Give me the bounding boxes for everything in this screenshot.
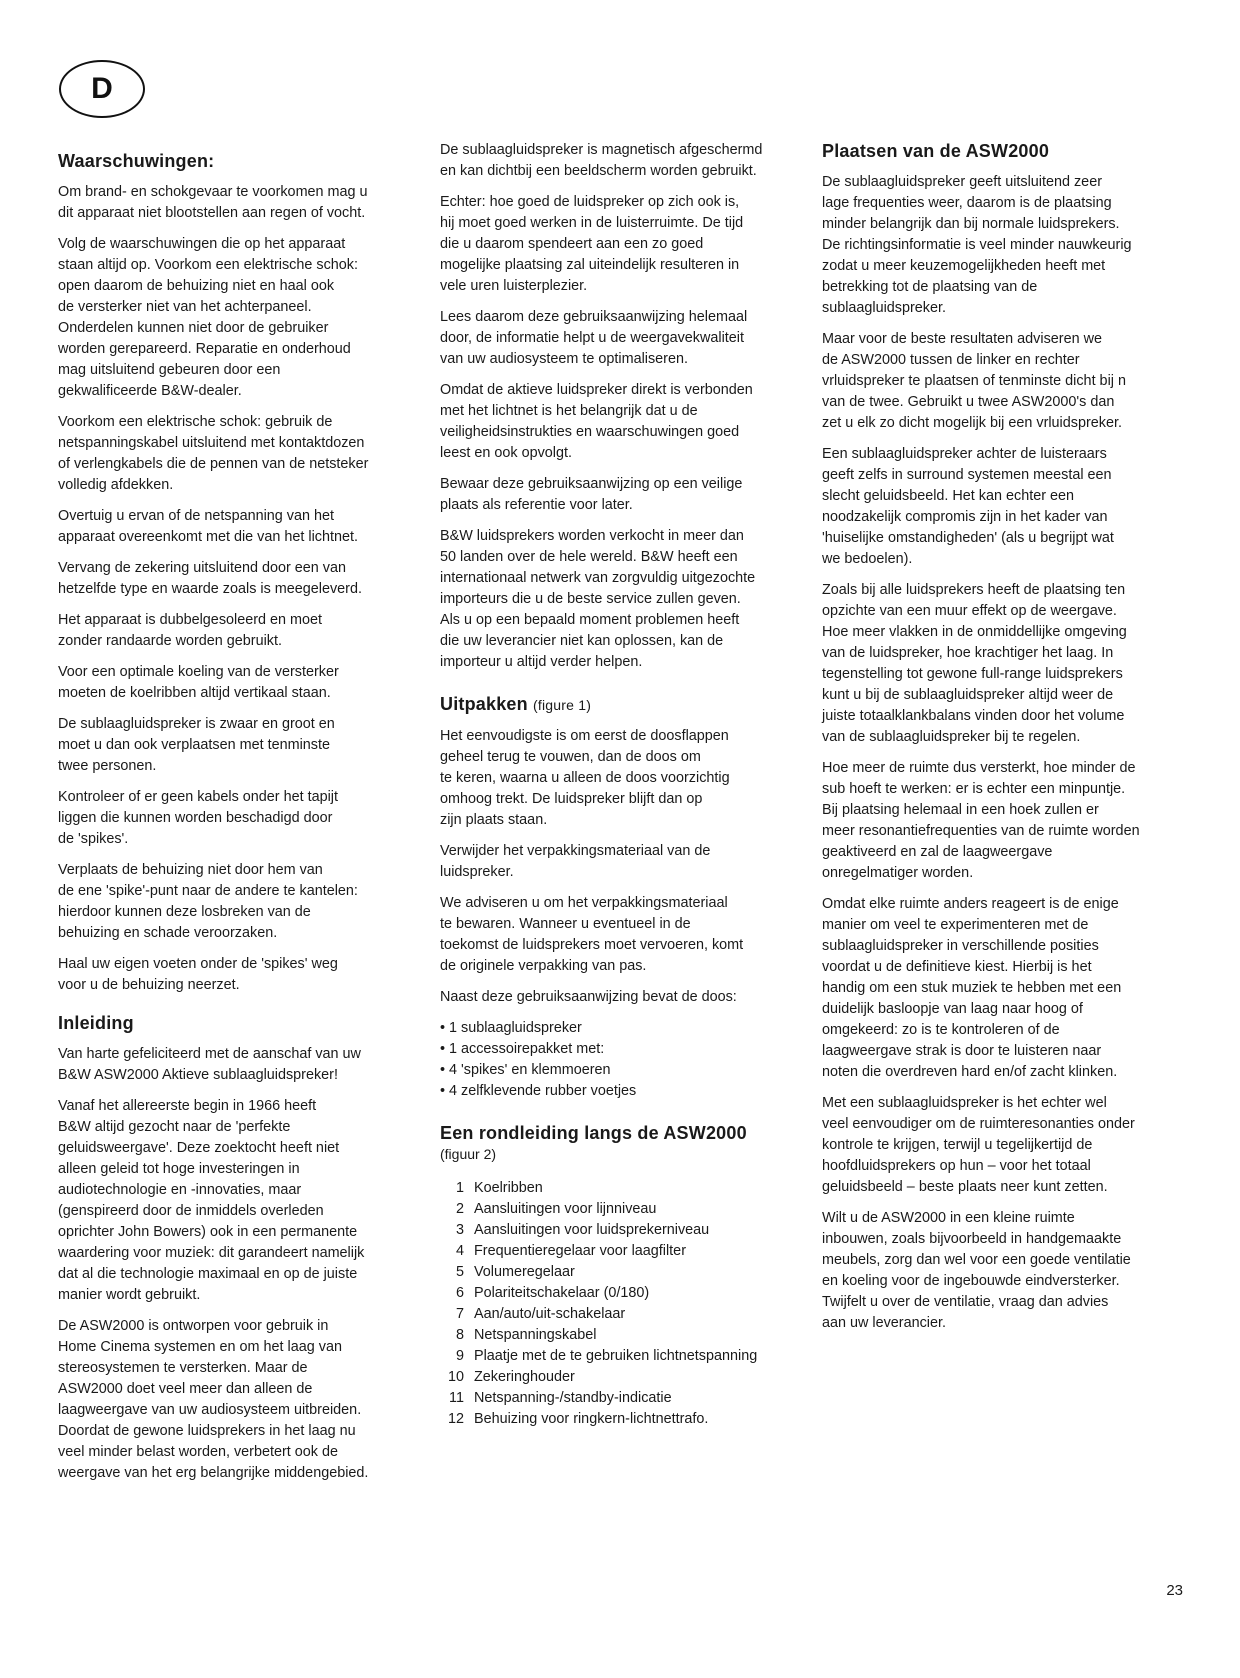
warning-paragraph: Volg de waarschuwingen die op het apparaat staan altijd op. Voorkom een elektrische schok: open daarom de behuizing niet en haal ook de versterker niet van het achterpaneel. Onderdelen kunnen niet door de gebruiker worden gerepareerd. Reparatie en onderhoud mag uitsluitend gebeuren door een gekwalificeerde B&W-dealer. bbox=[58, 236, 358, 399]
column-left bbox=[58, 140, 428, 1494]
unpack-paragraph: Naast deze gebruiksaanwijzing bevat de doos: bbox=[440, 989, 737, 1005]
item-number: 10 bbox=[447, 1369, 464, 1385]
body-paragraph: Bewaar deze gebruiksaanwijzing op een veilige plaats als referentie voor later. bbox=[440, 476, 743, 513]
body-paragraph: Lees daarom deze gebruiksaanwijzing helemaal door, de informatie helpt u de weergavekwaliteit van uw audiosysteem te optimaliseren. bbox=[440, 309, 748, 367]
list-item bbox=[440, 1220, 810, 1241]
list-item: • 4 'spikes' en klemmoeren bbox=[440, 1062, 611, 1078]
item-text: Volumeregelaar bbox=[474, 1264, 575, 1280]
list-item bbox=[440, 1241, 810, 1262]
item-number: 7 bbox=[455, 1306, 464, 1322]
figure-ref: (figuur 2) bbox=[440, 1146, 497, 1162]
item-number: 5 bbox=[455, 1264, 464, 1280]
item-number: 11 bbox=[449, 1390, 464, 1406]
body-paragraph: B&W luidsprekers worden verkocht in meer dan 50 landen over de hele wereld. B&W heeft een internationaal netwerk van zorgvuldig uitgezochte importeurs die u de beste service zullen geven. Als u op een bepaald moment problemen heeft die uw leverancier niet kan oplossen, kan de importeur u altijd verder helpen. bbox=[440, 528, 756, 670]
item-number: 3 bbox=[455, 1222, 464, 1238]
warning-paragraph: Kontroleer of er geen kabels onder het tapijt liggen die kunnen worden beschadigd door de 'spikes'. bbox=[58, 789, 338, 847]
item-number: 4 bbox=[455, 1243, 464, 1259]
heading-warnings: Waarschuwingen: bbox=[58, 151, 215, 171]
placement-paragraph: Met een sublaagluidspreker is het echter wel veel eenvoudiger om de ruimteresonanties onder kontrole te krijgen, terwijl u tegelijkertijd de hoofdluidsprekers op hun – voor het totaal geluidsbeeld – beste plaats neer kunt zetten. bbox=[822, 1095, 1135, 1195]
column-right bbox=[822, 140, 1192, 1344]
item-number: 8 bbox=[455, 1327, 464, 1343]
list-item bbox=[440, 1283, 810, 1304]
body-paragraph: Echter: hoe goed de luidspreker op zich ook is, hij moet goed werken in de luisterruimte. De tijd die u daarom spendeert aan een zo goed mogelijke plaatsing zal uiteindelijk resulteren in vele uren luisterplezier. bbox=[440, 194, 744, 294]
language-badge: D bbox=[59, 60, 145, 118]
warning-paragraph: Verplaats de behuizing niet door hem van de ene 'spike'-punt naar de andere te kantelen: hierdoor kunnen deze losbreken van de behuizing en schade veroorzaken. bbox=[58, 862, 358, 941]
warning-paragraph: Overtuig u ervan of de netspanning van het apparaat overeenkomt met die van het lichtnet. bbox=[58, 508, 358, 545]
item-text: Behuizing voor ringkern-lichtnettrafo. bbox=[474, 1411, 709, 1427]
heading-tour: Een rondleiding langs de ASW2000 bbox=[440, 1123, 747, 1143]
body-paragraph: De sublaagluidspreker is magnetisch afgeschermd en kan dichtbij een beeldscherm worden gebruikt. bbox=[440, 142, 763, 179]
placement-paragraph: Zoals bij alle luidsprekers heeft de plaatsing ten opzichte van een muur effekt op de weergave. Hoe meer vlakken in de onmiddellijke omgeving van de luidspreker, hoe krachtiger het laag. In tegenstelling tot gewone full-range luidsprekers kunt u bij de sublaagluidspreker altijd weer de juiste totaalklankbalans vinden door het volume van de sublaagluidspreker bij te regelen. bbox=[822, 582, 1127, 745]
warning-paragraph: Vervang de zekering uitsluitend door een van hetzelfde type en waarde zoals is meegeleverd. bbox=[58, 560, 362, 597]
parts-list bbox=[440, 1178, 810, 1430]
list-item bbox=[440, 1409, 810, 1430]
item-text: Plaatje met de te gebruiken lichtnetspanning bbox=[474, 1348, 758, 1364]
list-item bbox=[440, 1199, 810, 1220]
warning-paragraph: Het apparaat is dubbelgesoleerd en moet zonder randaarde worden gebruikt. bbox=[58, 612, 323, 649]
item-text: Frequentieregelaar voor laagfilter bbox=[474, 1243, 686, 1259]
item-text: Aan/auto/uit-schakelaar bbox=[474, 1306, 626, 1322]
list-item bbox=[440, 1367, 810, 1388]
list-item bbox=[440, 1178, 810, 1199]
column-middle bbox=[440, 140, 810, 1430]
placement-paragraph: Maar voor de beste resultaten adviseren we de ASW2000 tussen de linker en rechter vrluidspreker te plaatsen of tenminste dicht bij n van de twee. Gebruikt u twee ASW2000's dan zet u elk zo dicht mogelijk bij een vrluidspreker. bbox=[822, 331, 1126, 431]
item-text: Netspanningskabel bbox=[474, 1327, 597, 1343]
list-item bbox=[440, 1304, 810, 1325]
unpack-paragraph: Het eenvoudigste is om eerst de doosflappen geheel terug te vouwen, dan de doos om te keren, waarna u alleen de doos voorzichtig omhoog trekt. De luidspreker blijft dan op zijn plaats staan. bbox=[440, 728, 730, 828]
item-text: Polariteitschakelaar (0/180) bbox=[474, 1285, 650, 1301]
heading-unpacking-text: Uitpakken bbox=[440, 694, 528, 714]
list-item: • 4 zelfklevende rubber voetjes bbox=[440, 1083, 637, 1099]
box-contents-list bbox=[440, 1018, 810, 1102]
warning-paragraph: Haal uw eigen voeten onder de 'spikes' weg voor u de behuizing neerzet. bbox=[58, 956, 338, 993]
item-text: Aansluitingen voor lijnniveau bbox=[474, 1201, 657, 1217]
item-number: 12 bbox=[447, 1411, 464, 1427]
intro-paragraph: De ASW2000 is ontworpen voor gebruik in Home Cinema systemen en om het laag van stereosystemen te versterken. Maar de ASW2000 doet veel meer dan alleen de laagweergave van uw audiosysteem uitbreiden. Doordat de gewone luidsprekers in het laag nu veel minder belast worden, verbetert ook de weergave van het erg belangrijke middengebied. bbox=[58, 1318, 369, 1481]
item-text: Netspanning-/standby-indicatie bbox=[474, 1390, 672, 1406]
list-item: • 1 accessoirepakket met: bbox=[440, 1041, 605, 1057]
warning-paragraph: Voor een optimale koeling van de versterker moeten de koelribben altijd vertikaal staan. bbox=[58, 664, 339, 701]
warning-paragraph: Om brand- en schokgevaar te voorkomen mag u dit apparaat niet blootstellen aan regen of vocht. bbox=[58, 184, 368, 221]
item-text: Zekeringhouder bbox=[474, 1369, 575, 1385]
placement-paragraph: De sublaagluidspreker geeft uitsluitend zeer lage frequenties weer, daarom is de plaatsing minder belangrijk dan bij normale luidsprekers. De richtingsinformatie is veel minder nauwkeurig zodat u meer keuzemogelijkheden heeft met betrekking tot de plaatsing van de sublaagluidspreker. bbox=[822, 174, 1132, 316]
list-item bbox=[440, 1262, 810, 1283]
list-item: • 1 sublaagluidspreker bbox=[440, 1020, 582, 1036]
placement-paragraph: Hoe meer de ruimte dus versterkt, hoe minder de sub hoeft te werken: er is echter een minpuntje. Bij plaatsing helemaal in een hoek zullen er meer resonantiefrequenties van de ruimte worden geaktiveerd en zal de laagweergave onregelmatiger worden. bbox=[822, 760, 1140, 881]
warning-paragraph: De sublaagluidspreker is zwaar en groot en moet u dan ook verplaatsen met tenminste twee personen. bbox=[58, 716, 335, 774]
item-number: 9 bbox=[455, 1348, 464, 1364]
list-item bbox=[440, 1325, 810, 1346]
warning-paragraph: Voorkom een elektrische schok: gebruik de netspanningskabel uitsluitend met kontaktdozen of verlengkabels die de pennen van de netsteker volledig afdekken. bbox=[58, 414, 369, 493]
item-text: Aansluitingen voor luidsprekerniveau bbox=[474, 1222, 710, 1238]
list-item bbox=[440, 1388, 810, 1409]
item-text: Koelribben bbox=[474, 1180, 543, 1196]
body-paragraph: Omdat de aktieve luidspreker direkt is verbonden met het lichtnet is het belangrijk dat u de veiligheidsinstrukties en waarschuwingen goed leest en ook opvolgt. bbox=[440, 382, 753, 461]
item-number: 1 bbox=[455, 1180, 464, 1196]
placement-paragraph: Wilt u de ASW2000 in een kleine ruimte inbouwen, zoals bijvoorbeeld in handgemaakte meubels, zorg dan wel voor een goede ventilatie en koeling voor de ingebouwde eindversterker. Twijfelt u over de ventilatie, vraag dan advies aan uw leverancier. bbox=[822, 1210, 1131, 1331]
heading-placement: Plaatsen van de ASW2000 bbox=[822, 141, 1050, 161]
figure-ref: (figure 1) bbox=[533, 697, 592, 713]
intro-paragraph: Van harte gefeliciteerd met de aanschaf van uw B&W ASW2000 Aktieve sublaagluidspreker! bbox=[58, 1046, 361, 1083]
placement-paragraph: Een sublaagluidspreker achter de luisteraars geeft zelfs in surround systemen meestal een slecht geluidsbeeld. Het kan echter een noodzakelijk compromis zijn in het kader van 'huiselijke omstandigheden' (als u begrijpt wat we bedoelen). bbox=[822, 446, 1114, 567]
heading-unpacking bbox=[440, 693, 810, 716]
heading-introduction: Inleiding bbox=[58, 1013, 134, 1033]
item-number: 2 bbox=[455, 1201, 464, 1217]
placement-paragraph: Omdat elke ruimte anders reageert is de enige manier om veel te experimenteren met de sublaagluidspreker in verschillende posities voordat u de definitieve kiest. Hierbij is het handig om een stuk muziek te hebben met een duidelijk basloopje van laag naar hoog of omgekeerd: zo is te kontroleren of de laagweergave strak is door te luisteren naar noten die overdreven hard en/of zacht klinken. bbox=[822, 896, 1122, 1080]
page-number: 23 bbox=[1166, 1582, 1183, 1599]
intro-paragraph: Vanaf het allereerste begin in 1966 heeft B&W altijd gezocht naar de 'perfekte geluidsweergave'. Deze zoektocht heeft niet alleen geleid tot hoge investeringen in audiotechnologie en -innovaties, maar (genspireerd door de inmiddels overleden oprichter John Bowers) ook in een permanente waardering voor muziek: dit garandeert namelijk dat al die technologie maximaal en op de juiste manier wordt gebruikt. bbox=[58, 1098, 365, 1303]
item-number: 6 bbox=[455, 1285, 464, 1301]
unpack-paragraph: Verwijder het verpakkingsmateriaal van de luidspreker. bbox=[440, 843, 711, 880]
unpack-paragraph: We adviseren u om het verpakkingsmateriaal te bewaren. Wanneer u eventueel in de toekomst de luidsprekers moet vervoeren, komt de originele verpakking van pas. bbox=[440, 895, 744, 974]
list-item bbox=[440, 1346, 810, 1367]
